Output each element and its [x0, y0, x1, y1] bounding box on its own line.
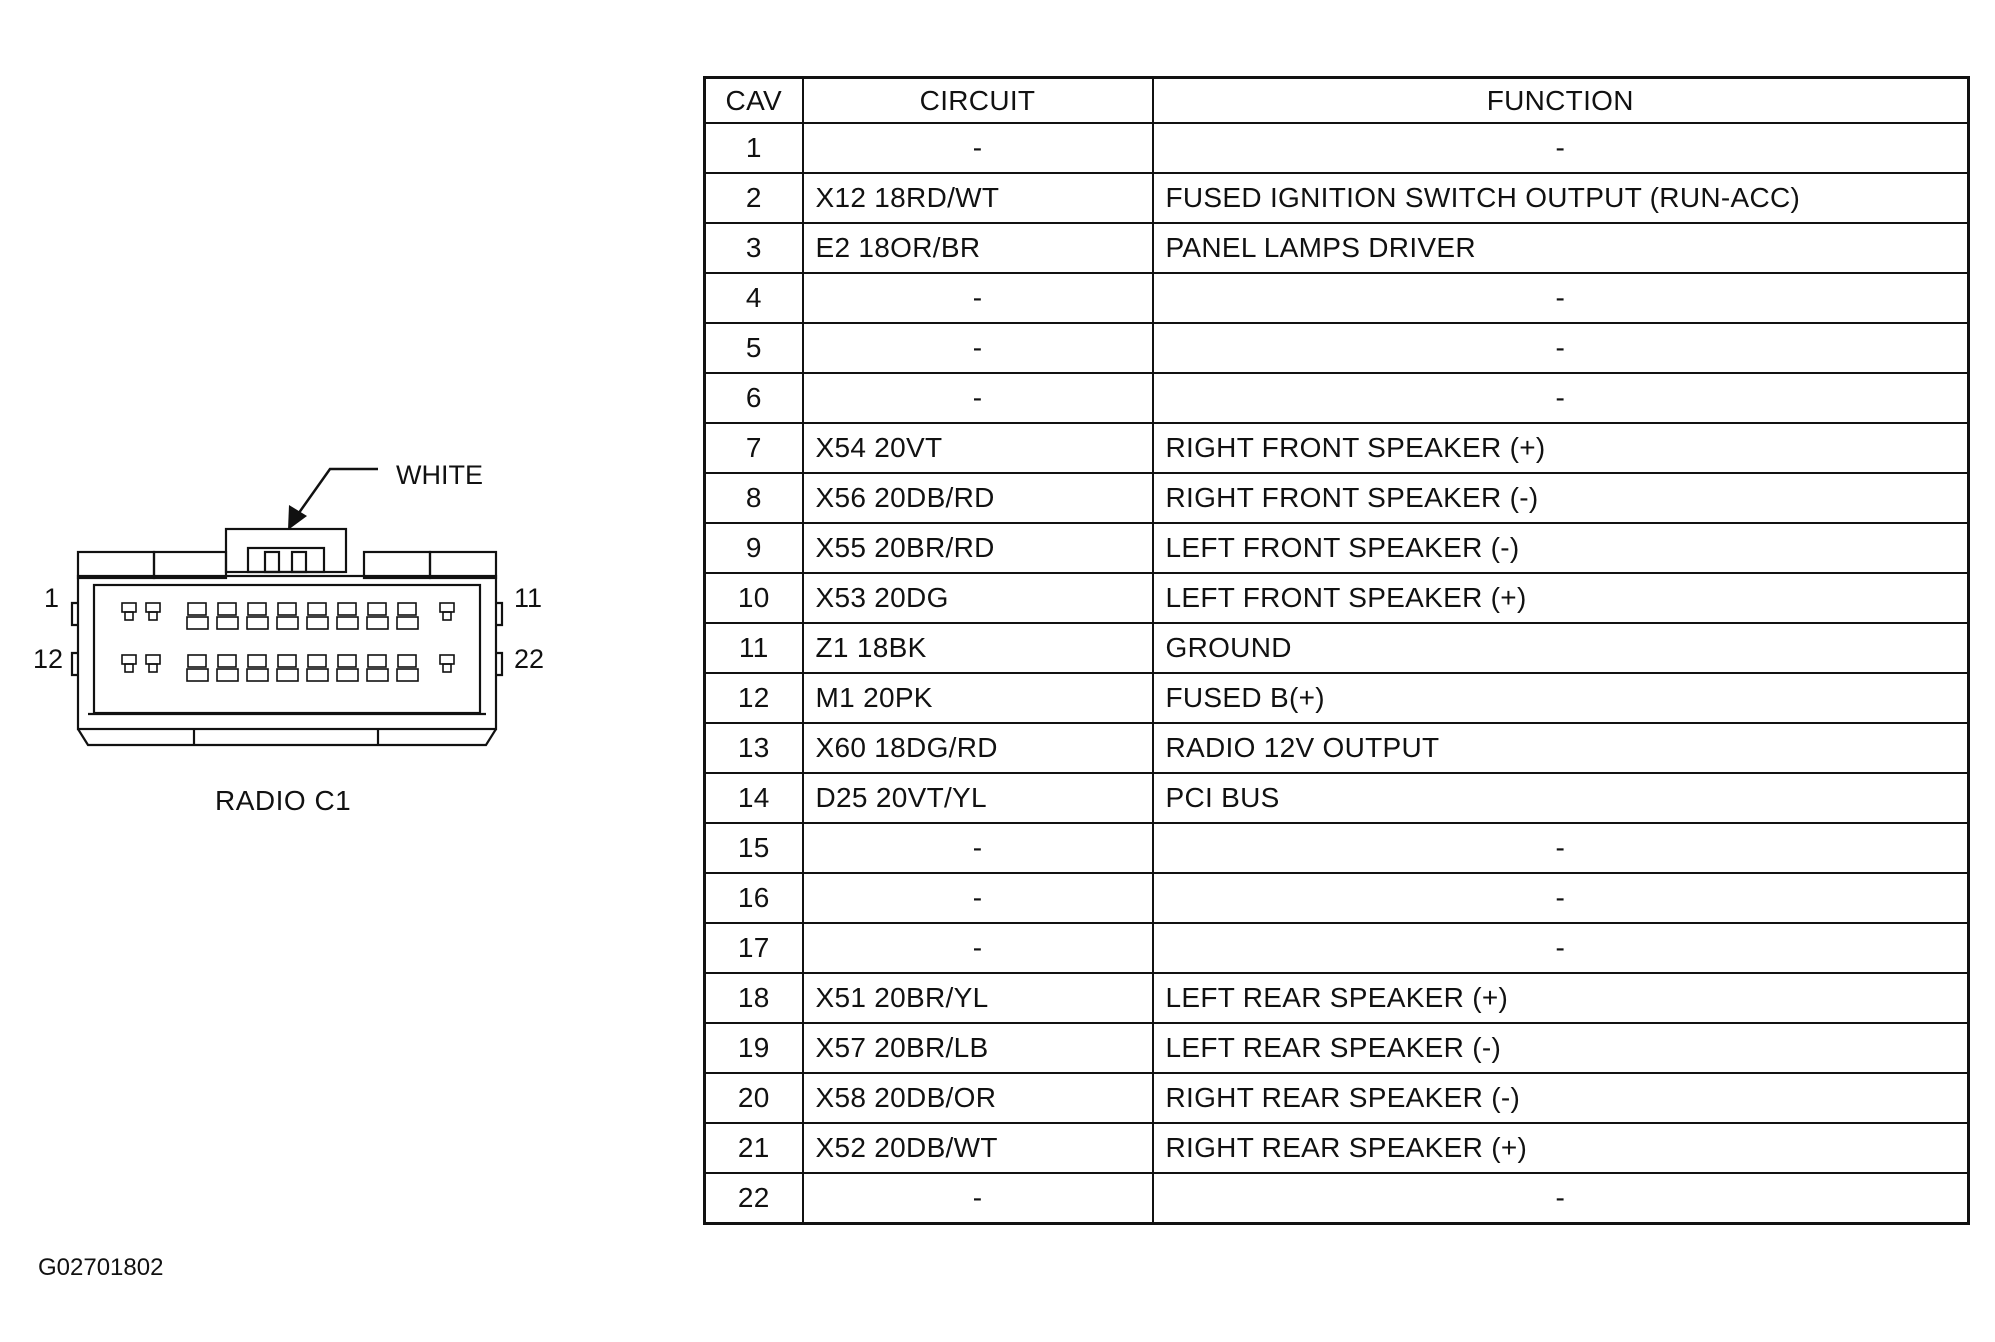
circuit-cell: X56 20DB/RD: [803, 473, 1153, 523]
cavity: [277, 669, 298, 681]
table-row: [705, 323, 1969, 373]
function-cell: -: [1153, 323, 1969, 373]
table-row: [705, 1173, 1969, 1224]
cav-cell: 19: [705, 1023, 803, 1073]
cavity: [247, 617, 268, 629]
table-row: [705, 573, 1969, 623]
cavity: [398, 655, 416, 667]
circuit-cell: X54 20VT: [803, 423, 1153, 473]
cavity: [248, 655, 266, 667]
cavity: [307, 669, 328, 681]
table-row: [705, 373, 1969, 423]
cav-cell: 8: [705, 473, 803, 523]
cavity: [337, 617, 358, 629]
function-cell: LEFT FRONT SPEAKER (-): [1153, 523, 1969, 573]
table-row: [705, 423, 1969, 473]
table-row: [705, 173, 1969, 223]
function-cell: FUSED B(+): [1153, 673, 1969, 723]
table-row: [705, 1123, 1969, 1173]
cav-cell: 16: [705, 873, 803, 923]
cavity: [308, 603, 326, 615]
connector-latch: [226, 529, 346, 572]
cavity: [217, 617, 238, 629]
function-cell: LEFT FRONT SPEAKER (+): [1153, 573, 1969, 623]
cavity: [125, 612, 133, 620]
cav-cell: 12: [705, 673, 803, 723]
cavity: [367, 669, 388, 681]
circuit-cell: -: [803, 923, 1153, 973]
cav-cell: 20: [705, 1073, 803, 1123]
cav-cell: 9: [705, 523, 803, 573]
cavity: [338, 655, 356, 667]
cavity: [368, 655, 386, 667]
function-cell: PCI BUS: [1153, 773, 1969, 823]
function-cell: PANEL LAMPS DRIVER: [1153, 223, 1969, 273]
cav-cell: 4: [705, 273, 803, 323]
table-row: [705, 973, 1969, 1023]
cav-cell: 18: [705, 973, 803, 1023]
cav-cell: 22: [705, 1173, 803, 1224]
cavity: [218, 655, 236, 667]
cavity: [338, 603, 356, 615]
cavity: [125, 664, 133, 672]
table-row: [705, 1023, 1969, 1073]
function-cell: RIGHT REAR SPEAKER (-): [1153, 1073, 1969, 1123]
cavity: [218, 603, 236, 615]
cavity: [308, 655, 326, 667]
function-cell: -: [1153, 1173, 1969, 1224]
cavity: [146, 655, 160, 664]
cavity: [443, 664, 451, 672]
cavity: [367, 617, 388, 629]
pointer-line: [296, 469, 378, 517]
cavity: [397, 669, 418, 681]
cavity: [188, 655, 206, 667]
cav-cell: 21: [705, 1123, 803, 1173]
function-cell: -: [1153, 873, 1969, 923]
cavity: [398, 603, 416, 615]
cav-cell: 2: [705, 173, 803, 223]
function-cell: LEFT REAR SPEAKER (-): [1153, 1023, 1969, 1073]
table-row: [705, 223, 1969, 273]
pinout-table: [703, 76, 1970, 1225]
cavity: [443, 612, 451, 620]
connector-housing: [78, 576, 496, 729]
circuit-cell: X55 20BR/RD: [803, 523, 1153, 573]
cav-cell: 5: [705, 323, 803, 373]
cavity: [440, 655, 454, 664]
table-row: [705, 723, 1969, 773]
circuit-cell: -: [803, 273, 1153, 323]
table-row: [705, 823, 1969, 873]
circuit-cell: X12 18RD/WT: [803, 173, 1153, 223]
circuit-cell: X58 20DB/OR: [803, 1073, 1153, 1123]
circuit-cell: -: [803, 373, 1153, 423]
cavity: [122, 655, 136, 664]
cav-cell: 13: [705, 723, 803, 773]
circuit-cell: Z1 18BK: [803, 623, 1153, 673]
cavity: [277, 617, 298, 629]
function-cell: RIGHT FRONT SPEAKER (-): [1153, 473, 1969, 523]
cavity: [149, 664, 157, 672]
connector-diagram: [0, 420, 580, 780]
circuit-cell: X60 18DG/RD: [803, 723, 1153, 773]
function-cell: -: [1153, 273, 1969, 323]
function-cell: FUSED IGNITION SWITCH OUTPUT (RUN-ACC): [1153, 173, 1969, 223]
function-cell: -: [1153, 823, 1969, 873]
cavity: [368, 603, 386, 615]
cavity: [188, 603, 206, 615]
cavity: [122, 603, 136, 612]
circuit-cell: M1 20PK: [803, 673, 1153, 723]
cavity: [187, 617, 208, 629]
cavity: [149, 612, 157, 620]
function-cell: -: [1153, 923, 1969, 973]
circuit-cell: -: [803, 873, 1153, 923]
cavity: [146, 603, 160, 612]
header-function: FUNCTION: [1153, 78, 1969, 124]
cav-cell: 11: [705, 623, 803, 673]
table-row: [705, 673, 1969, 723]
cav-cell: 3: [705, 223, 803, 273]
figure-id: G02701802: [38, 1254, 164, 1281]
cav-cell: 7: [705, 423, 803, 473]
circuit-cell: -: [803, 323, 1153, 373]
cavity: [278, 655, 296, 667]
function-cell: RIGHT FRONT SPEAKER (+): [1153, 423, 1969, 473]
function-cell: -: [1153, 373, 1969, 423]
header-cav: CAV: [705, 78, 803, 124]
circuit-cell: -: [803, 123, 1153, 173]
cavity: [217, 669, 238, 681]
circuit-cell: X57 20BR/LB: [803, 1023, 1153, 1073]
table-row: [705, 273, 1969, 323]
table-row: [705, 123, 1969, 173]
table-row: [705, 873, 1969, 923]
circuit-cell: -: [803, 1173, 1153, 1224]
cavity: [440, 603, 454, 612]
header-circuit: CIRCUIT: [803, 78, 1153, 124]
cavity: [397, 617, 418, 629]
color-label: WHITE: [396, 460, 483, 490]
table-row: [705, 923, 1969, 973]
pin-label-1: 1: [44, 583, 60, 613]
connector-name: RADIO C1: [215, 785, 352, 816]
function-cell: LEFT REAR SPEAKER (+): [1153, 973, 1969, 1023]
cavity: [307, 617, 328, 629]
table-row: [705, 1073, 1969, 1123]
function-cell: RIGHT REAR SPEAKER (+): [1153, 1123, 1969, 1173]
pin-label-12: 12: [33, 644, 64, 674]
table-row: [705, 473, 1969, 523]
pointer-arrowhead: [288, 505, 307, 530]
function-cell: GROUND: [1153, 623, 1969, 673]
table-header-row: [705, 78, 1969, 124]
cav-cell: 14: [705, 773, 803, 823]
cavity: [337, 669, 358, 681]
pin-label-22: 22: [514, 644, 545, 674]
cav-cell: 10: [705, 573, 803, 623]
circuit-cell: -: [803, 823, 1153, 873]
circuit-cell: D25 20VT/YL: [803, 773, 1153, 823]
cav-cell: 6: [705, 373, 803, 423]
circuit-cell: X52 20DB/WT: [803, 1123, 1153, 1173]
cavity: [187, 669, 208, 681]
circuit-cell: X53 20DG: [803, 573, 1153, 623]
table-row: [705, 773, 1969, 823]
table-row: [705, 623, 1969, 673]
cav-cell: 1: [705, 123, 803, 173]
cavity: [248, 603, 266, 615]
function-cell: RADIO 12V OUTPUT: [1153, 723, 1969, 773]
pin-label-11: 11: [514, 583, 543, 613]
circuit-cell: X51 20BR/YL: [803, 973, 1153, 1023]
function-cell: -: [1153, 123, 1969, 173]
cavity: [247, 669, 268, 681]
cav-cell: 17: [705, 923, 803, 973]
cav-cell: 15: [705, 823, 803, 873]
table-row: [705, 523, 1969, 573]
cavity: [278, 603, 296, 615]
circuit-cell: E2 18OR/BR: [803, 223, 1153, 273]
